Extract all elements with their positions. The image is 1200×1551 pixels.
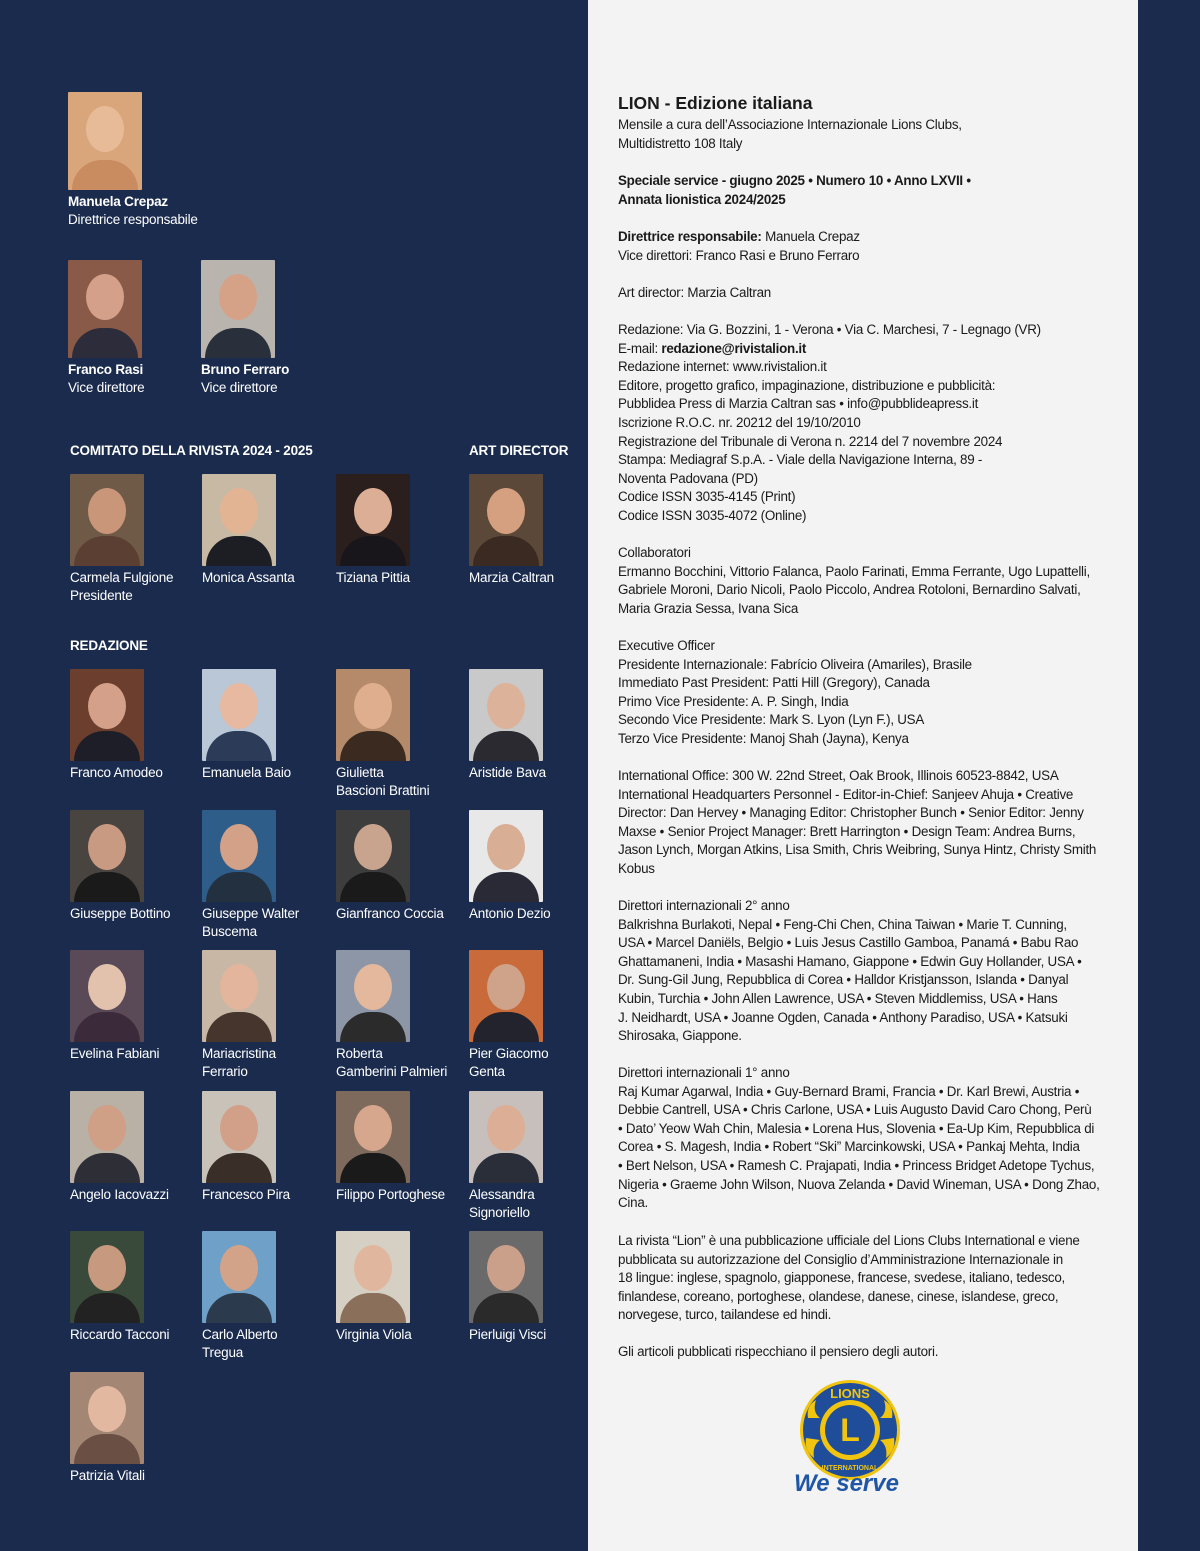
detail-line: Iscrizione R.O.C. nr. 20212 del 19/10/2010 [618,414,861,430]
portrait-photo [201,260,275,358]
person-name: Alessandra [469,1187,535,1202]
directors-2-line: Direttori internazionali 2° anno [618,898,790,913]
redazione-member [202,810,332,941]
detail-line: Registrazione del Tribunale di Verona n. 2214 del 7 novembre 2024 [618,433,1003,449]
rivista-block [618,1232,1098,1325]
redazione-member [336,1231,466,1344]
redazione-member [202,1091,332,1204]
person-name: Mariacristina [202,1046,276,1061]
directors-1-line: Direttori internazionali 1° anno [618,1065,790,1080]
redazione-member [336,1091,466,1204]
collaboratori-line: Collaboratori [618,545,691,560]
detail-line: Codice ISSN 3035-4145 (Print) [618,489,796,505]
portrait-photo [70,950,144,1042]
issue-block [618,172,1098,209]
portrait-photo [70,810,144,902]
rivista-line: finlandese, coreano, portoghese, olandese, danese, cinese, islandese, greco, [618,1288,1059,1304]
person-name: Emanuela Baio [202,765,291,780]
person-name: Franco Amodeo [70,765,163,780]
portrait-photo [70,1091,144,1183]
person-name: Carmela Fulgione [70,570,174,585]
directors-2-line: Balkrishna Burlakoti, Nepal • Feng-Chi Chen, China Taiwan • Marie T. Cunning, [618,916,1067,932]
office-line: Maxse • Senior Project Manager: Brett Harrington • Design Team: Andrea Burns, [618,823,1076,839]
person-name: Roberta [336,1046,383,1061]
directors-2-line: USA • Marcel Daniëls, Belgio • Luis Jesus Castillo Gamboa, Panamá • Babu Rao [618,935,1079,951]
directors-1-line: • Dato’ Yeow Wah Chin, Malesia • Lorena Hus, Slovenia • Ea-Up Kim, Repubblica di [618,1120,1095,1136]
person-name: Antonio Dezio [469,906,551,921]
portrait-photo [336,1231,410,1323]
redazione-member [336,950,466,1081]
detail-line: Noventa Padovana (PD) [618,470,758,486]
right-border-strip [1138,0,1200,1551]
directors-2-line: Ghattamaneni, India • Masashi Hamano, Giappone • Edwin Guy Hollander, USA • [618,953,1082,969]
directors-1-line: Debbie Cantrell, USA • Chris Carlone, USA • Luis Augusto David Caro Chong, Perù [618,1102,1092,1118]
redazione-member [336,810,466,923]
directors-block [618,228,1098,265]
issue-line: Speciale service - giugno 2025 • Numero 10 • Anno LXVII • [618,173,971,188]
redazione-member [202,669,332,782]
directors-1-line: Corea • S. Magesh, India • Robert “Ski” Marcinkowski, USA • Pankaj Mehta, India [618,1139,1080,1155]
redazione-member [469,1231,599,1344]
art-director-member [469,474,599,587]
articoli-block [618,1343,1098,1362]
email-link[interactable]: redazione@rivistalion.it [661,340,807,356]
executive-line: Primo Vice Presidente: A. P. Singh, India [618,693,849,709]
detail-line: Editore, progetto grafico, impaginazione, distribuzione e pubblicità: [618,377,996,393]
person-name-line2: Gamberini Palmieri [336,1064,448,1079]
redazione-member [336,669,466,800]
portrait-photo [336,1091,410,1183]
person-name: Gianfranco Coccia [336,906,444,921]
person-name: Monica Assanta [202,570,295,585]
portrait-photo [469,1231,543,1323]
executive-line: Executive Officer [618,638,715,653]
person-name: Aristide Bava [469,765,546,780]
portrait-photo [202,474,276,566]
person-vice-2 [201,260,331,397]
person-name-line2: Tregua [202,1345,244,1360]
portrait-photo [68,260,142,358]
executive-line: Presidente Internazionale: Fabrício Oliveira (Amariles), Brasile [618,656,972,672]
collaboratori-line: Ermanno Bocchini, Vittorio Falanca, Paolo Farinati, Emma Ferrante, Ugo Lupattelli, [618,563,1090,579]
direttrice-line [618,228,1098,247]
lions-logo [798,1378,902,1482]
details-block [618,321,1098,526]
redazione-member [70,950,200,1063]
person-name: Riccardo Tacconi [70,1327,170,1342]
person-name: Franco Rasi [68,362,144,377]
directors-2-line: J. Neidhardt, USA • Joanne Ogden, Canada • Anthony Paradiso, USA • Katsuki [618,1009,1068,1025]
directors-2-line: Dr. Sung-Gil Jung, Repubblica di Corea • Halldor Kristjansson, Islanda • Danyal [618,972,1069,988]
logo-letter: L [840,1412,860,1448]
redazione-member [469,669,599,782]
person-name: Evelina Fabiani [70,1046,160,1061]
portrait-photo [70,1231,144,1323]
person-role: Direttrice responsabile [68,212,198,227]
collaboratori-line: Maria Grazia Sessa, Ivana Sica [618,600,799,616]
rivista-line: pubblicata su autorizzazione del Consiglio d’Amministrazione Internazionale in [618,1251,1063,1267]
detail-line: Stampa: Mediagraf S.p.A. - Viale della Navigazione Interna, 89 - [618,452,983,468]
articoli-line: Gli articoli pubblicati rispecchiano il pensiero degli autori. [618,1344,939,1359]
email-line [618,340,1098,359]
subtitle-line: Multidistretto 108 Italy [618,135,743,151]
office-line: Jason Lynch, Morgan Atkins, Lisa Smith, Chris Weibring, Sunya Hintz, Christy Smith [618,842,1097,858]
art-director-heading: ART DIRECTOR [469,443,569,458]
redazione-member [469,950,599,1081]
staff-panel [0,0,588,1551]
person-name: Patrizia Vitali [70,1468,145,1483]
info-panel [588,0,1138,1551]
rivista-line: La rivista “Lion” è una pubblicazione ufficiale del Lions Clubs International e viene [618,1233,1080,1248]
redazione-member [202,950,332,1081]
redazione-heading: REDAZIONE [70,638,148,653]
art-director-block [618,284,1098,303]
executive-line: Immediato Past President: Patti Hill (Gregory), Canada [618,675,930,691]
portrait-photo [202,1091,276,1183]
person-name: Francesco Pira [202,1187,290,1202]
direttrice-value: Manuela Crepaz [761,229,860,244]
office-line: Kobus [618,860,655,876]
executive-block [618,637,1098,749]
logo-top-text: LIONS [830,1386,870,1401]
portrait-photo [336,474,410,566]
redazione-member [70,669,200,782]
direttrice-label: Direttrice responsabile: [618,229,762,244]
person-name: Tiziana Pittia [336,570,410,585]
directors-2-line: Shirosaka, Giappone. [618,1028,742,1044]
rivista-line: norvegese, turco, tailandese ed hindi. [618,1307,832,1323]
office-line: Director: Dan Hervey • Managing Editor: Christopher Bunch • Senior Editor: Jenny [618,805,1084,821]
person-name-line2: Bascioni Brattini [336,783,430,798]
detail-line: Redazione internet: www.rivistalion.it [618,359,827,375]
person-name: Manuela Crepaz [68,194,168,209]
directors-2-line: Kubin, Turchia • John Allen Lawrence, USA • Steven Middlemiss, USA • Hans [618,990,1058,1006]
portrait-photo [68,92,142,190]
redazione-line: Redazione: Via G. Bozzini, 1 - Verona • Via C. Marchesi, 7 - Legnago (VR) [618,322,1041,337]
motto: We serve [794,1470,899,1497]
magazine-title: LION - Edizione italiana [618,93,813,113]
portrait-photo [469,474,543,566]
person-name-line2: Genta [469,1064,505,1079]
portrait-photo [469,669,543,761]
portrait-photo [202,950,276,1042]
office-line: International Office: 300 W. 22nd Street, Oak Brook, Illinois 60523-8842, USA [618,768,1059,783]
issue-line: Annata lionistica 2024/2025 [618,191,786,207]
logo-bottom-text: INTERNATIONAL [821,1465,879,1472]
collaboratori-line: Gabriele Moroni, Dario Nicoli, Paolo Piccolo, Andrea Rotoloni, Bernardino Salvati, [618,582,1081,598]
portrait-photo [469,950,543,1042]
redazione-member [469,1091,599,1222]
person-name-line2: Ferrario [202,1064,248,1079]
person-name: Filippo Portoghese [336,1187,445,1202]
committee-member [202,474,332,587]
collaboratori-block [618,544,1098,618]
committee-member [336,474,466,587]
person-name-line2: Signoriello [469,1205,530,1220]
person-name: Giuseppe Bottino [70,906,171,921]
person-name: Pier Giacomo [469,1046,549,1061]
redazione-member [469,810,599,923]
subtitle-line: Mensile a cura dell’Associazione Internazionale Lions Clubs, [618,117,962,132]
redazione-member [70,1091,200,1204]
person-role: Presidente [70,588,133,603]
person-role: Vice direttore [201,380,278,395]
portrait-photo [202,1231,276,1323]
person-name: Carlo Alberto [202,1327,278,1342]
vice-line: Vice direttori: Franco Rasi e Bruno Ferraro [618,247,860,263]
person-name: Pierluigi Visci [469,1327,547,1342]
portrait-photo [70,669,144,761]
portrait-photo [70,1372,144,1464]
person-name: Angelo Iacovazzi [70,1187,169,1202]
person-name: Giuseppe Walter [202,906,300,921]
redazione-member [70,810,200,923]
portrait-photo [336,669,410,761]
redazione-member [70,1372,200,1485]
person-name: Giulietta [336,765,384,780]
art-director-line: Art director: Marzia Caltran [618,285,771,300]
detail-line: Codice ISSN 3035-4072 (Online) [618,507,807,523]
person-name: Marzia Caltran [469,570,554,585]
subtitle-block [618,116,1098,153]
directors-1-line: • Bert Nelson, USA • Ramesh C. Prajapati, India • Princess Bridget Adetope Tychus, [618,1157,1095,1173]
person-role: Vice direttore [68,380,145,395]
portrait-photo [336,950,410,1042]
portrait-photo [70,474,144,566]
redazione-member [202,1231,332,1362]
directors-2-block [618,897,1098,1046]
email-label: E-mail: [618,340,662,356]
person-name: Bruno Ferraro [201,362,290,377]
executive-line: Secondo Vice Presidente: Mark S. Lyon (Lyn F.), USA [618,712,925,728]
portrait-photo [202,810,276,902]
portrait-photo [202,669,276,761]
committee-member [70,474,200,605]
office-block [618,767,1098,879]
portrait-photo [469,1091,543,1183]
portrait-photo [469,810,543,902]
executive-line: Terzo Vice Presidente: Manoj Shah (Jayna), Kenya [618,730,909,746]
person-name-line2: Buscema [202,924,257,939]
redazione-member [70,1231,200,1344]
directors-1-line: Raj Kumar Agarwal, India • Guy-Bernard Brami, Francia • Dr. Karl Brewi, Austria • [618,1083,1080,1099]
committee-heading: COMITATO DELLA RIVISTA 2024 - 2025 [70,443,313,458]
detail-line: Pubblidea Press di Marzia Caltran sas • info@pubblideapress.it [618,396,979,412]
person-name: Virginia Viola [336,1327,412,1342]
rivista-line: 18 lingue: inglese, spagnolo, giapponese, francese, svedese, italiano, tedesco, [618,1270,1066,1286]
directors-1-line: Nigeria • Graeme John Wilson, Nuova Zelanda • David Wineman, USA • Dong Zhao, [618,1176,1100,1192]
office-line: International Headquarters Personnel - Editor-in-Chief: Sanjeev Ahuja • Creative [618,786,1074,802]
person-vice-1 [68,260,198,397]
person-director [68,92,198,229]
directors-1-block [618,1064,1098,1213]
directors-1-line: Cina. [618,1195,649,1211]
portrait-photo [336,810,410,902]
